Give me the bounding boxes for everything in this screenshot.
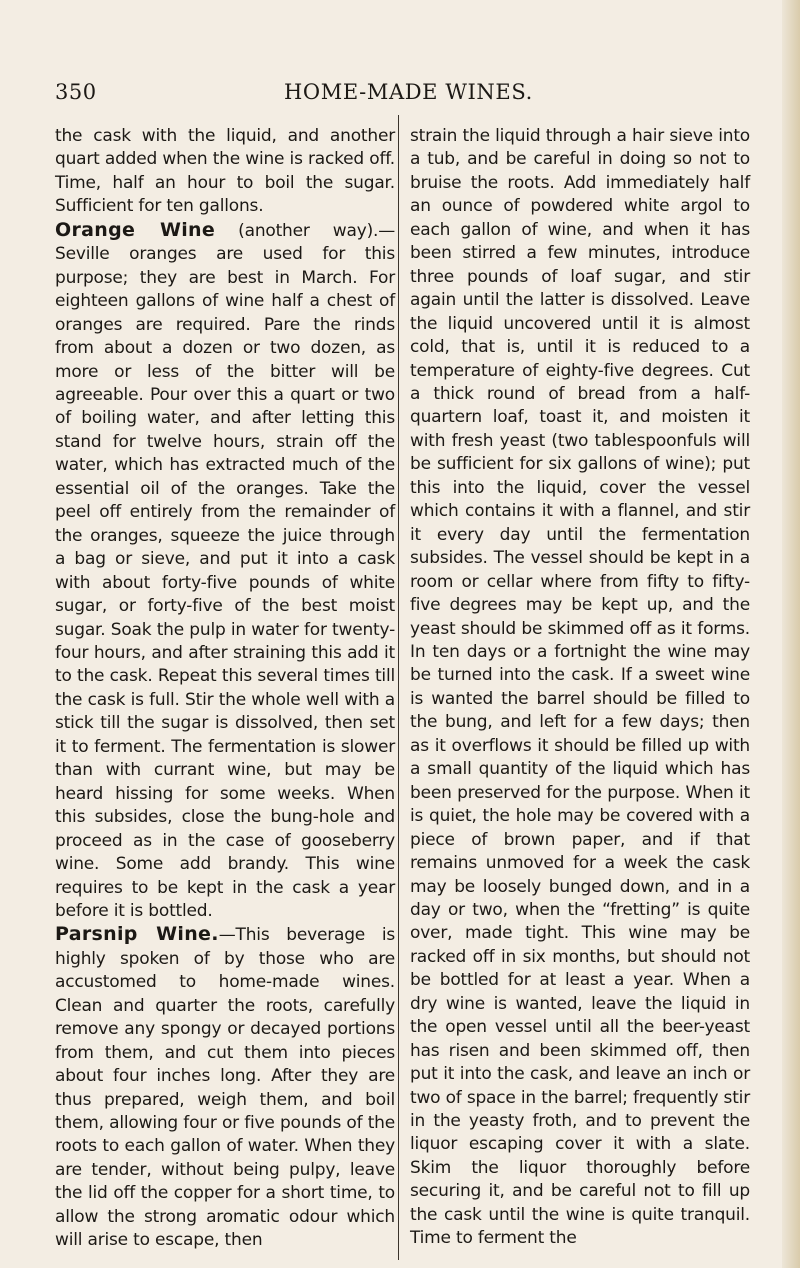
page-number: 350 bbox=[55, 80, 97, 104]
running-title: HOME-MADE WINES. bbox=[284, 80, 533, 104]
orange-wine-body: Seville oranges are used for this purpose; they are best in March. For eighteen gallons of wine half a chest of oranges are required. Pare the rinds from about a dozen or two dozen, as more or less of the bitter will be agreeable. Pour over this a quart or two of boiling water, and after letting this stand for twelve hours, strain off the water, which has extracted much of the essential oil of the oranges. Take the peel off entirely from the remainder of the oranges, squeeze the juice through a bag or sieve, and put it into a cask with about forty-five pounds of white sugar, or forty-five of the best moist sugar. Soak the pulp in water for twenty-four hours, and after straining this add it to the cask. Repeat this several times till the cask is full. Stir the whole well with a stick till the sugar is dissolved, then set it to ferment. The fermentation is slower than with currant wine, but may be heard hissing for some weeks. When this subsides, close the bung-hole and proceed as in the case of gooseberry wine. Some add brandy. This wine requires to be kept in the cask a year before it is bottled. bbox=[55, 244, 395, 921]
orange-wine-subtitle: (another way).— bbox=[215, 220, 396, 241]
page-edge-shadow bbox=[782, 0, 800, 1268]
intro-paragraph: the cask with the liquid, and another quart added when the wine is racked off. Time, half an hour to boil the sugar. Sufficient for ten gallons. bbox=[55, 126, 395, 217]
column-divider bbox=[398, 115, 399, 1260]
right-column-text: strain the liquid through a hair sieve into a tub, and be careful in doing so not to bruise the roots. Add immediately half an ounce of powdered white argol to each gallon of wine, and when it has been stirred a few minutes, introduce three pounds of loaf sugar, and stir again until the latter is dissolved. Leave the liquid uncovered until it is almost cold, that is, until it is reduced to a temperature of eighty-five degrees. Cut a thick round of bread from a half-quartern loaf, toast it, and moisten it with fresh yeast (two tablespoonfuls will be sufficient for six gallons of wine); put this into the liquid, cover the vessel which contains it with a flannel, and stir it every day until the fermentation subsides. The vessel should be kept in a room or cellar where from fifty to fifty-five degrees may be kept up, and the yeast should be skimmed off as it forms. In ten days or a fortnight the wine may be turned into the cask. If a sweet wine is wanted the barrel should be filled to the bung, and left for a few days; then as it overflows it should be filled up with a small quantity of the liquid which has been preserved for the purpose. When it is quiet, the hole may be covered with a piece of brown paper, and if that remains unmoved for a week the cask may be loosely bunged down, and in a day or two, when the “fretting” is quite over, made tight. This wine may be racked off in six months, but should not be bottled for at least a year. When a dry wine is wanted, leave the liquid in the open vessel until all the beer-yeast has risen and been skimmed off, then put it into the cask, and leave an inch or two of space in the barrel; frequently stir in the yeasty froth, and to prevent the liquor escaping cover it with a slate. Skim the liquor thoroughly before securing it, and be careful not to fill up the cask until the wine is quite tranquil. Time to ferment the bbox=[410, 126, 750, 1249]
right-column bbox=[410, 125, 750, 1251]
orange-wine-heading: Orange Wine bbox=[55, 218, 216, 241]
parsnip-wine-heading: Parsnip Wine. bbox=[55, 923, 219, 946]
orange-wine-entry bbox=[55, 219, 395, 924]
page-header bbox=[55, 80, 785, 116]
parsnip-wine-entry bbox=[55, 923, 395, 1252]
left-column bbox=[55, 125, 395, 1253]
parsnip-wine-body: —This beverage is highly spoken of by those who are accustomed to home-made wines. Clean and quarter the roots, carefully remove any spongy or decayed portions from them, and cut them into pieces about four inches long. After they are thus prepared, weigh them, and boil them, allowing four or five pounds of the roots to each gallon of water. When they are tender, without being pulpy, leave the lid off the copper for a short time, to allow the strong aromatic odour which will arise to escape, then bbox=[55, 925, 396, 1251]
